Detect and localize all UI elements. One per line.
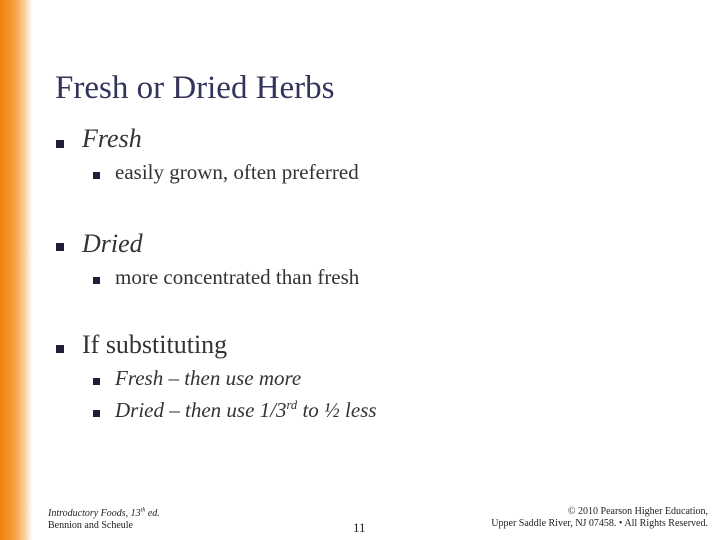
sub-bullet-dried-note: more concentrated than fresh bbox=[115, 265, 360, 289]
dried-substitution-sup: rd bbox=[286, 398, 298, 412]
dried-substitution-rest: to ½ less bbox=[297, 398, 377, 422]
orange-side-bar bbox=[0, 0, 32, 540]
copyright-line-2: Upper Saddle River, NJ 07458. • All Rights Reserved. bbox=[491, 518, 708, 529]
slide-title: Fresh or Dried Herbs bbox=[55, 70, 335, 106]
sub-bullet-fresh-note: easily grown, often preferred bbox=[115, 160, 359, 184]
sub-bullet-fresh-substitution: Fresh – then use more bbox=[115, 366, 302, 390]
sub-bullet-square-icon bbox=[93, 277, 100, 284]
book-title-text: Introductory Foods, 13 bbox=[48, 508, 141, 519]
bullet-fresh: Fresh bbox=[82, 124, 142, 153]
bullet-if-substituting: If substituting bbox=[82, 330, 228, 359]
dried-substitution-text: Dried – then use 1/3 bbox=[115, 398, 287, 422]
page-number: 11 bbox=[353, 520, 366, 535]
footer-copyright bbox=[491, 506, 708, 530]
sub-bullet-square-icon bbox=[93, 378, 100, 385]
footer-authors: Bennion and Scheule bbox=[48, 520, 133, 531]
sub-bullet-square-icon bbox=[93, 410, 100, 417]
bullet-square-icon bbox=[56, 243, 64, 251]
book-title-end: ed. bbox=[145, 508, 160, 519]
bullet-dried: Dried bbox=[82, 229, 143, 258]
footer-book-info bbox=[48, 508, 160, 532]
book-title-sup: th bbox=[140, 507, 146, 514]
copyright-line-1: © 2010 Pearson Higher Education, bbox=[567, 506, 708, 517]
bullet-square-icon bbox=[56, 345, 64, 353]
bullet-square-icon bbox=[56, 140, 64, 148]
footer-book-title bbox=[48, 508, 160, 520]
sub-bullet-square-icon bbox=[93, 172, 100, 179]
sub-bullet-dried-substitution bbox=[115, 398, 377, 423]
